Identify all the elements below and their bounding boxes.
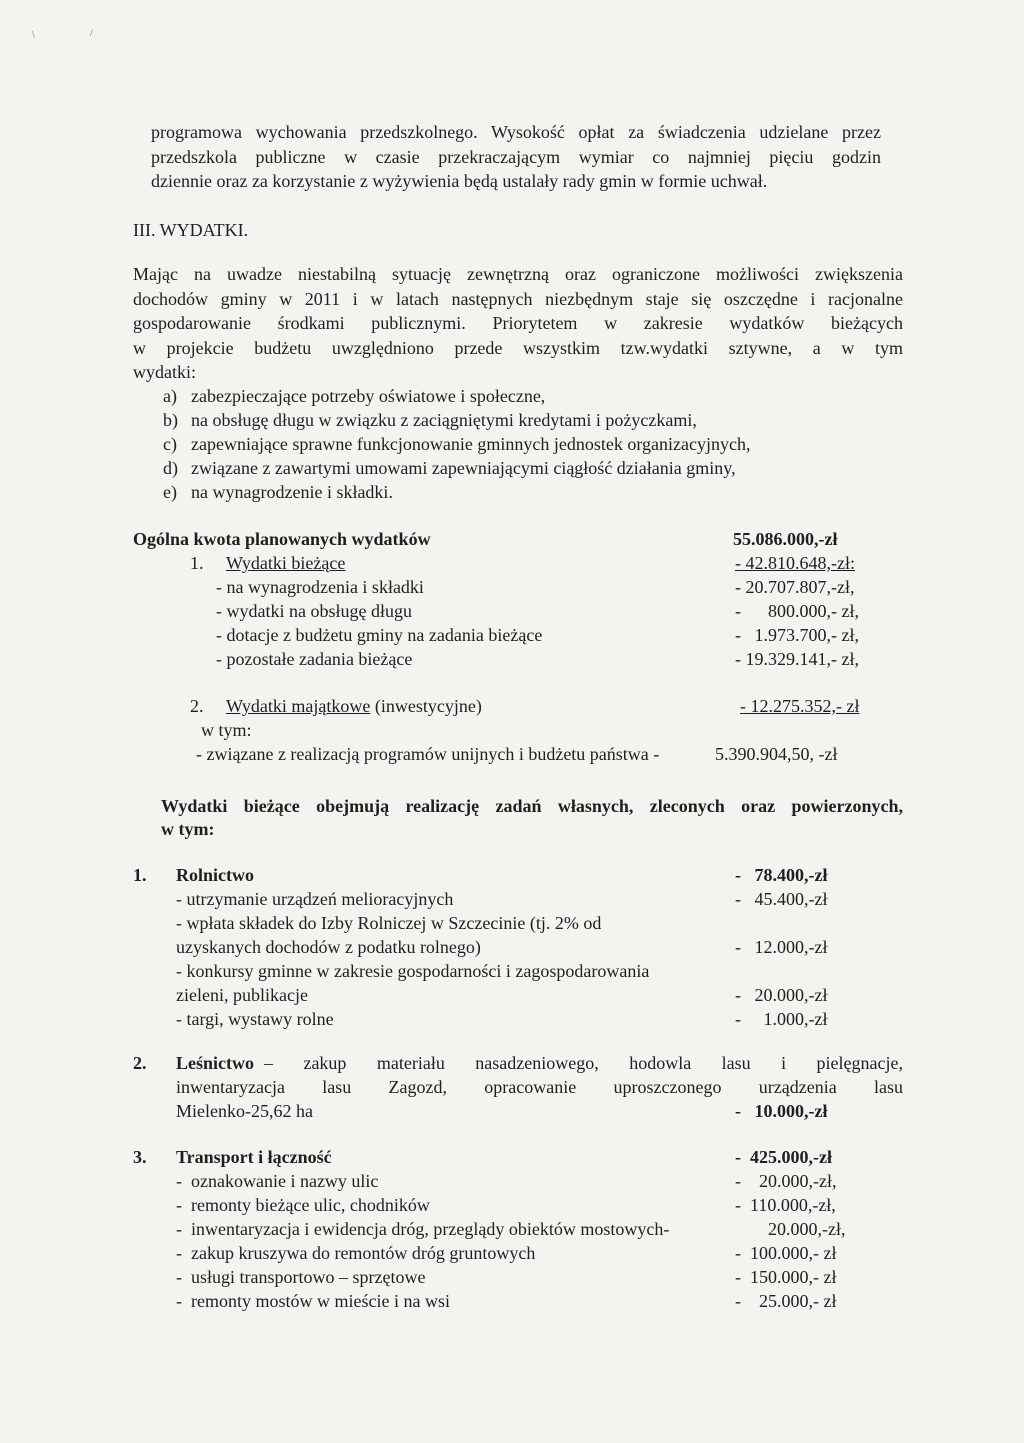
sec1-line: uzyskanych dochodów z podatku rolnego): [176, 937, 481, 957]
current-item-value: - 20.707.807,-zł,: [735, 577, 855, 597]
capital-label-rest: (inwestycyjne): [370, 696, 482, 716]
sec3-line-value: - 100.000,- zł: [735, 1243, 837, 1263]
capital-sub-label: - związane z realizacją programów unijnych i budżetu państwa -: [196, 744, 660, 764]
sec3-num: 3.: [133, 1147, 147, 1167]
sec1-line: - utrzymanie urządzeń melioracyjnych: [176, 889, 454, 909]
sec2-line1: [176, 1052, 903, 1074]
current-item: - wydatki na obsługę długu: [216, 601, 412, 621]
list-item: związane z zawartymi umowami zapewniającymi ciągłość działania gminy,: [191, 458, 736, 478]
capital-label-underlined: Wydatki majątkowe: [226, 696, 371, 716]
total-label: Ogólna kwota planowanych wydatków: [133, 529, 431, 549]
para-line: w projekcie budżetu uwzględniono przede wszystkim tzw.wydatki sztywne, a w tym: [133, 338, 903, 358]
heading2-line: Wydatki bieżące obejmują realizację zadań własnych, zleconych oraz powierzonych,: [161, 796, 903, 816]
sec3-line: - zakup kruszywa do remontów dróg gruntowych: [176, 1243, 536, 1263]
intro-line: dziennie oraz za korzystanie z wyżywienia będą ustalały rady gmin w formie uchwał.: [151, 171, 768, 191]
sec1-line: - targi, wystawy rolne: [176, 1009, 334, 1029]
sec2-line1-rest: – zakup materiału nasadzeniowego, hodowla lasu i pielęgnacje,: [264, 1053, 903, 1073]
intro-line: programowa wychowania przedszkolnego. Wysokość opłat za świadczenia udzielane przez: [151, 122, 881, 142]
current-item-value: - 800.000,- zł,: [735, 601, 859, 621]
sec3-line-value: - 150.000,- zł: [735, 1267, 837, 1287]
sec2-line2: inwentaryzacja lasu Zagozd, opracowanie uproszczonego urządzenia lasu: [176, 1077, 903, 1097]
sec3-title: Transport i łączność: [176, 1147, 332, 1167]
list-letter: b): [163, 410, 178, 430]
sec1-num: 1.: [133, 865, 147, 885]
capital-label: [226, 695, 482, 717]
sec1-value: - 78.400,-zł: [735, 865, 828, 885]
list-letter: d): [163, 458, 178, 478]
sec2-num: 2.: [133, 1053, 147, 1073]
para-line: gospodarowanie środkami publicznymi. Priorytetem w zakresie wydatków bieżących: [133, 313, 903, 333]
capital-sub-value: 5.390.904,50, -zł: [715, 744, 838, 764]
section-title: III. WYDATKI.: [133, 220, 249, 240]
total-value: 55.086.000,-zł: [733, 529, 838, 549]
current-value: - 42.810.648,-zł:: [735, 553, 855, 573]
list-item: na wynagrodzenie i składki.: [191, 482, 393, 502]
capital-wtym: w tym:: [201, 720, 252, 740]
list-letter: c): [163, 434, 177, 454]
current-label: Wydatki bieżące: [226, 553, 346, 573]
sec3-line: - remonty bieżące ulic, chodników: [176, 1195, 430, 1215]
list-item: zabezpieczające potrzeby oświatowe i społeczne,: [191, 386, 546, 406]
sec1-line-value: - 1.000,-zł: [735, 1009, 828, 1029]
sec3-line: - oznakowanie i nazwy ulic: [176, 1171, 379, 1191]
current-num: 1.: [190, 553, 204, 573]
current-item: - na wynagrodzenia i składki: [216, 577, 424, 597]
list-item: zapewniające sprawne funkcjonowanie gminnych jednostek organizacyjnych,: [191, 434, 751, 454]
para-line: dochodów gminy w 2011 i w latach następnych niezbędnym staje się oszczędne i racjonalne: [133, 289, 903, 309]
para-line: Mając na uwadze niestabilną sytuację zewnętrzną oraz ograniczone możliwości zwiększenia: [133, 264, 903, 284]
capital-value: - 12.275.352,- zł: [740, 696, 860, 716]
sec1-line-value: - 12.000,-zł: [735, 937, 828, 957]
list-item: na obsługę długu w związku z zaciągniętymi kredytami i pożyczkami,: [191, 410, 697, 430]
sec2-value: - 10.000,-zł: [735, 1101, 828, 1121]
sec3-line-value: - 110.000,-zł,: [735, 1195, 836, 1215]
current-item-value: - 19.329.141,- zł,: [735, 649, 859, 669]
sec3-line-value: 20.000,-zł,: [768, 1219, 846, 1239]
current-item: - dotacje z budżetu gminy na zadania bieżące: [216, 625, 543, 645]
sec3-line-value: - 25.000,- zł: [735, 1291, 837, 1311]
sec1-line: - konkursy gminne w zakresie gospodarności i zagospodarowania: [176, 961, 650, 981]
sec1-title: Rolnictwo: [176, 865, 254, 885]
sec3-line: - remonty mostów w mieście i na wsi: [176, 1291, 450, 1311]
list-letter: e): [163, 482, 177, 502]
sec1-line-value: - 45.400,-zł: [735, 889, 828, 909]
intro-line: przedszkola publiczne w czasie przekraczającym wymiar co najmniej pięciu godzin: [151, 147, 881, 167]
sec1-line: - wpłata składek do Izby Rolniczej w Szczecinie (tj. 2% od: [176, 913, 602, 933]
capital-num: 2.: [190, 696, 204, 716]
sec3-line: - inwentaryzacja i ewidencja dróg, przeglądy obiektów mostowych-: [176, 1219, 670, 1239]
sec2-title: Leśnictwo: [176, 1053, 254, 1073]
sec3-value: - 425.000,-zł: [735, 1147, 832, 1167]
current-item: - pozostałe zadania bieżące: [216, 649, 413, 669]
sec1-line-value: - 20.000,-zł: [735, 985, 828, 1005]
para-line: wydatki:: [133, 362, 196, 382]
heading2-line: w tym:: [161, 819, 215, 839]
current-item-value: - 1.973.700,- zł,: [735, 625, 859, 645]
sec3-line-value: - 20.000,-zł,: [735, 1171, 837, 1191]
sec1-line: zieleni, publikacje: [176, 985, 308, 1005]
scan-mark: /: [90, 28, 93, 39]
list-letter: a): [163, 386, 177, 406]
sec2-line3: Mielenko-25,62 ha: [176, 1101, 313, 1121]
sec3-line: - usługi transportowo – sprzętowe: [176, 1267, 426, 1287]
scan-mark: \: [32, 30, 35, 41]
